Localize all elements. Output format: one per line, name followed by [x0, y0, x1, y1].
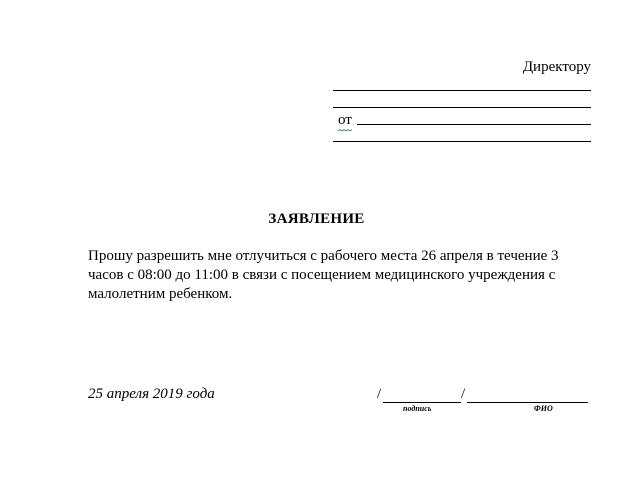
name-caption: ФИО [534, 404, 553, 413]
from-blank-line [357, 124, 591, 125]
application-date: 25 апреля 2019 года [88, 386, 215, 402]
document-title: ЗАЯВЛЕНИЕ [268, 211, 365, 227]
spellcheck-underline-icon [338, 129, 352, 132]
from-label-wrap [338, 111, 352, 129]
signature-caption: подпись [403, 404, 432, 413]
body-line-1: Прошу разрешить мне отлучиться с рабочего места 26 апреля в течение 3 [88, 248, 559, 264]
body-line-3: малолетним ребенком. [88, 286, 233, 302]
body-line-2: часов с 08:00 до 11:00 в связи с посещением медицинского учреждения с [88, 267, 556, 283]
from-label: от [338, 112, 352, 128]
signature-line [383, 402, 461, 403]
addressee-label: Директору [522, 59, 591, 75]
signature-slash-right: / [461, 386, 466, 402]
from-blank-line-2 [333, 141, 591, 142]
name-line [467, 402, 588, 403]
application-body [88, 247, 580, 304]
addressee-blank-line-1 [333, 90, 591, 91]
signature-slash-left: / [377, 386, 382, 402]
addressee-blank-line-2 [333, 107, 591, 108]
